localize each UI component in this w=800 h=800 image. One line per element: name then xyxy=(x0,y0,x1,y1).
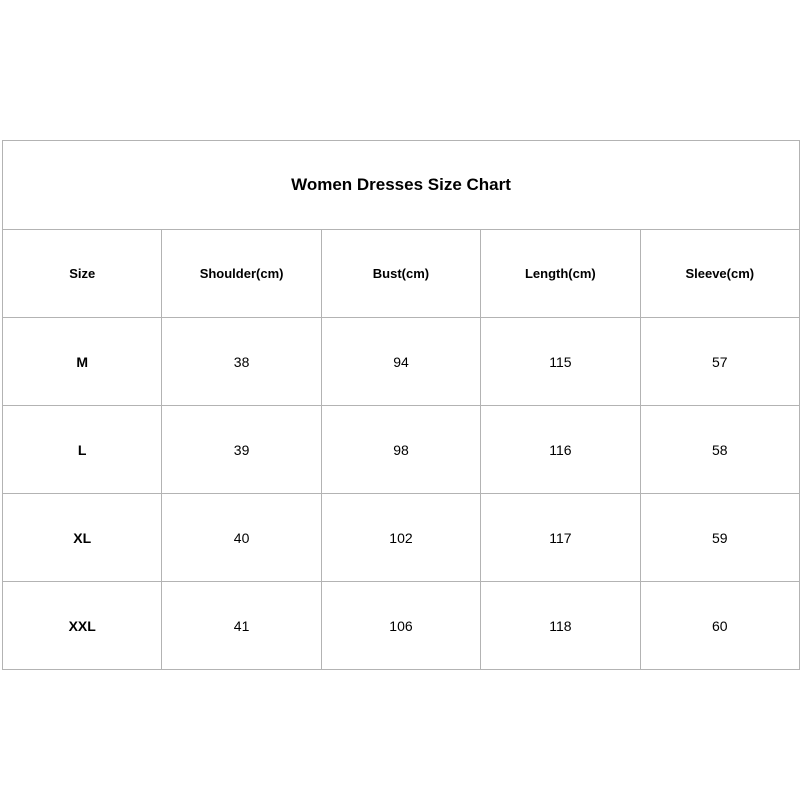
bust-cell: 98 xyxy=(321,406,480,494)
header-shoulder: Shoulder(cm) xyxy=(162,230,321,318)
header-bust: Bust(cm) xyxy=(321,230,480,318)
header-row xyxy=(3,230,800,318)
size-cell: L xyxy=(3,406,162,494)
shoulder-cell: 39 xyxy=(162,406,321,494)
sleeve-cell: 60 xyxy=(640,582,799,670)
table-row-xl xyxy=(3,494,800,582)
size-cell: XL xyxy=(3,494,162,582)
table-row-xxl xyxy=(3,582,800,670)
size-cell: M xyxy=(3,318,162,406)
bust-cell: 106 xyxy=(321,582,480,670)
header-sleeve: Sleeve(cm) xyxy=(640,230,799,318)
bust-cell: 102 xyxy=(321,494,480,582)
header-length: Length(cm) xyxy=(481,230,640,318)
table-row-m xyxy=(3,318,800,406)
shoulder-cell: 40 xyxy=(162,494,321,582)
chart-title: Women Dresses Size Chart xyxy=(3,141,800,230)
shoulder-cell: 41 xyxy=(162,582,321,670)
length-cell: 118 xyxy=(481,582,640,670)
size-chart-table xyxy=(2,140,800,670)
sleeve-cell: 58 xyxy=(640,406,799,494)
length-cell: 116 xyxy=(481,406,640,494)
header-size: Size xyxy=(3,230,162,318)
sleeve-cell: 57 xyxy=(640,318,799,406)
title-row xyxy=(3,141,800,230)
bust-cell: 94 xyxy=(321,318,480,406)
length-cell: 117 xyxy=(481,494,640,582)
shoulder-cell: 38 xyxy=(162,318,321,406)
table-row-l xyxy=(3,406,800,494)
length-cell: 115 xyxy=(481,318,640,406)
size-cell: XXL xyxy=(3,582,162,670)
sleeve-cell: 59 xyxy=(640,494,799,582)
